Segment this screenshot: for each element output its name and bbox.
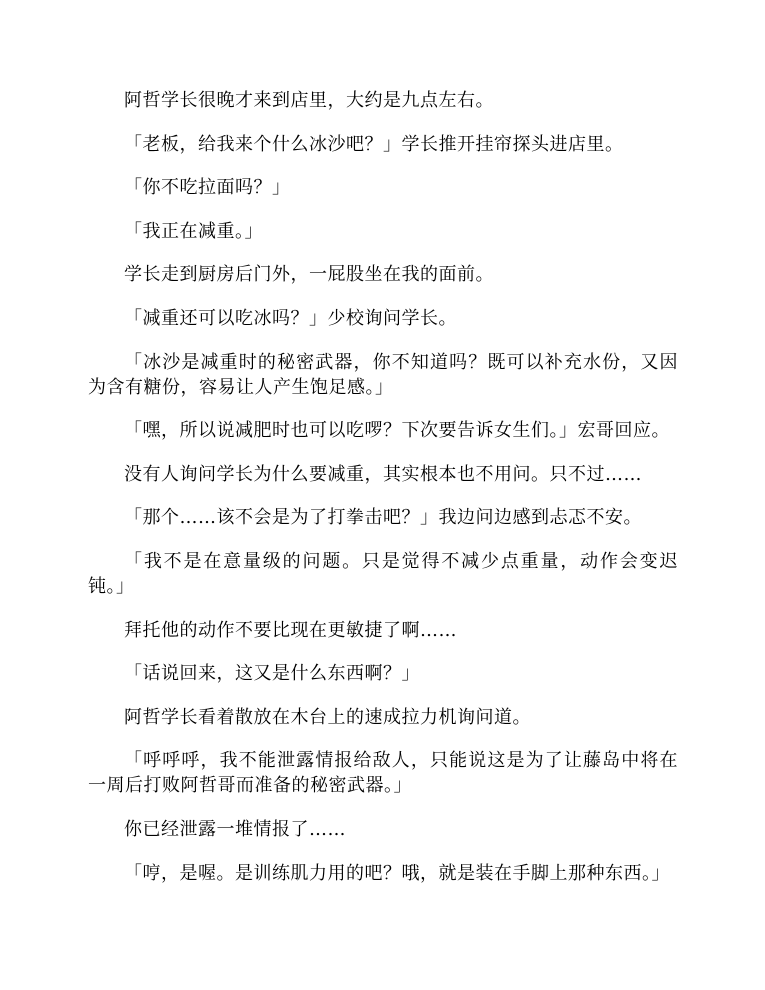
paragraph: 拜托他的动作不要比现在更敏捷了啊……	[124, 619, 457, 641]
paragraph: 「冰沙是减重时的秘密武器，你不知道吗？既可以补充水份，又因为含有糖份，容易让人产生饱足感。」	[88, 351, 678, 398]
paragraph: 「哼，是喔。是训练肌力用的吧？哦，就是装在手脚上那种东西。」	[124, 862, 670, 884]
paragraph: 学长走到厨房后门外，一屁股坐在我的面前。	[124, 264, 494, 286]
paragraph: 「我正在减重。」	[124, 220, 263, 242]
paragraph: 阿哲学长看着散放在木台上的速成拉力机询问道。	[124, 706, 531, 728]
paragraph: 没有人询问学长为什么要减重，其实根本也不用问。只不过……	[124, 463, 642, 485]
paragraph: 「老板，给我来个什么冰沙吧？」学长推开挂帘探头进店里。	[124, 133, 624, 155]
document-page	[88, 88, 678, 904]
paragraph: 「我不是在意量级的问题。只是觉得不减少点重量，动作会变迟钝。」	[88, 550, 678, 597]
paragraph: 「呼呼呼，我不能泄露情报给敌人，只能说这是为了让藤岛中将在一周后打败阿哲哥而准备的秘密武器。」	[88, 750, 678, 797]
paragraph: 「减重还可以吃冰吗？」少校询问学长。	[124, 307, 457, 329]
paragraph: 「你不吃拉面吗？」	[124, 177, 291, 199]
paragraph: 你已经泄露一堆情报了……	[124, 818, 346, 840]
paragraph: 「话说回来，这又是什么东西啊？」	[124, 663, 420, 685]
paragraph: 阿哲学长很晚才来到店里，大约是九点左右。	[124, 90, 494, 111]
paragraph: 「嘿，所以说减肥时也可以吃啰？下次要告诉女生们。」宏哥回应。	[124, 420, 670, 442]
paragraph: 「那个……该不会是为了打拳击吧？」我边问边感到忐忑不安。	[124, 507, 642, 529]
